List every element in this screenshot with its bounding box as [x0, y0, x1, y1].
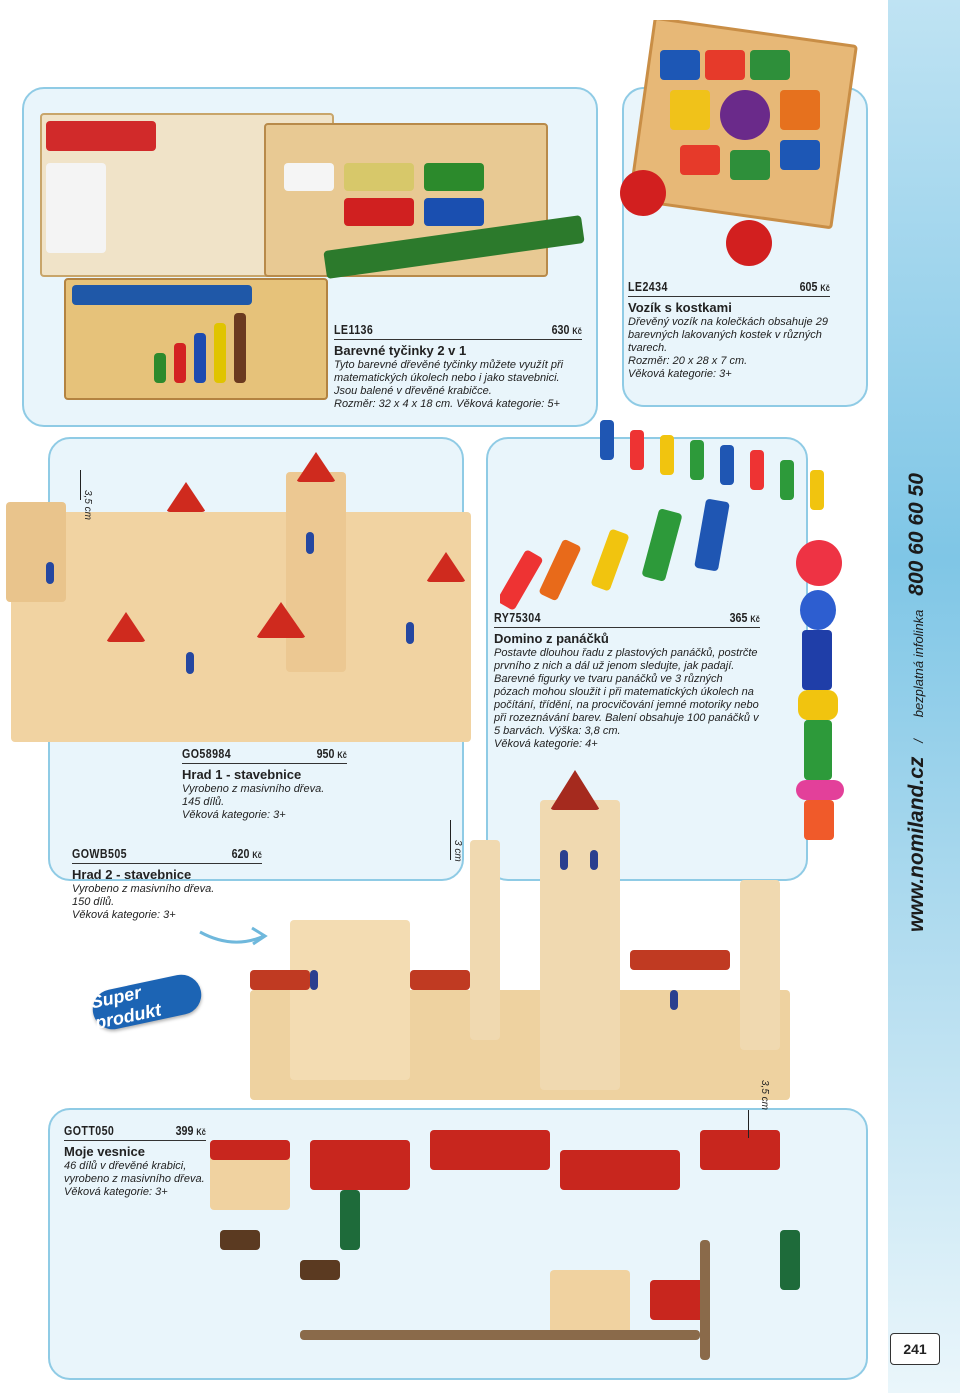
product-code: LE1136 — [334, 322, 374, 337]
product-age: Věková kategorie: 4+ — [494, 738, 598, 750]
product-title: Hrad 1 - stavebnice — [182, 767, 302, 782]
product-price: 399 Kč — [175, 1123, 206, 1138]
product-card-gowb505 — [72, 846, 262, 922]
product-age: Věková kategorie: 3+ — [628, 368, 732, 380]
dimension-line — [748, 1110, 749, 1138]
product-age: Věková kategorie: 3+ — [72, 909, 176, 921]
product-price: 950 Kč — [316, 746, 347, 761]
product-details: Rozměr: 20 x 28 x 7 cm. — [628, 355, 748, 367]
product-title: Moje vesnice — [64, 1144, 145, 1159]
hotline-label: bezplatná infolinka — [911, 609, 926, 718]
product-image-figure-stack — [792, 540, 852, 840]
product-card-ry75304 — [494, 610, 760, 751]
page-number: 241 — [890, 1333, 940, 1365]
dimension-line — [450, 820, 451, 860]
dimension-castle1: 3,5 cm — [82, 490, 93, 521]
product-code: GO58984 — [182, 746, 232, 761]
product-details: Rozměr: 32 x 4 x 18 cm. Věková kategorie: 5+ — [334, 398, 560, 410]
product-age: Věková kategorie: 3+ — [182, 809, 286, 821]
product-details: 145 dílů. — [182, 796, 225, 808]
dimension-castle2: 3 cm — [452, 840, 463, 862]
product-code: RY75304 — [494, 610, 541, 625]
product-title: Domino z panáčků — [494, 631, 609, 646]
product-card-le2434 — [628, 279, 830, 381]
product-description: Postavte dlouhou řadu z plastových panáčků, postrčte prvního z nich a dál už jenom sledujte, jak padají. Barevné figurky ve tvaru panáčků ve 3 různých pózach mohou sloužit i při matematických úkolech na počítání, třídění, na procvičování jemné motoriky nebo při rozeznávání barev. Balení obsahuje 100 panáčků v 5 barvách. Výška: 3,8 cm. — [494, 647, 759, 737]
product-price: 630 Kč — [551, 322, 582, 337]
product-price: 620 Kč — [231, 846, 262, 861]
product-card-gott050 — [64, 1123, 206, 1199]
dimension-line — [80, 470, 81, 500]
product-image-castle2 — [250, 770, 790, 1100]
phone-number: 800 60 60 50 — [905, 473, 928, 596]
product-age: Věková kategorie: 3+ — [64, 1186, 168, 1198]
product-card-le1136 — [334, 322, 582, 411]
product-title: Barevné tyčinky 2 v 1 — [334, 343, 467, 358]
product-price: 605 Kč — [799, 279, 830, 294]
product-code: GOTT050 — [64, 1123, 115, 1138]
dimension-village: 3,5 cm — [759, 1080, 770, 1111]
website-link[interactable]: www.nomiland.cz — [905, 756, 928, 932]
product-image-castle1 — [6, 452, 476, 762]
sidebar-contact — [905, 473, 929, 932]
product-description: 46 dílů v dřevěné krabici, vyrobeno z masivního dřeva. — [64, 1160, 205, 1185]
super-product-badge: Super produkt — [89, 971, 205, 1033]
product-description: Vyrobeno z masivního dřeva. — [72, 883, 215, 895]
product-image-cart — [600, 20, 880, 270]
product-details: 150 dílů. — [72, 896, 115, 908]
separator: / — [911, 739, 926, 743]
product-code: LE2434 — [628, 279, 668, 294]
product-description: Tyto barevné dřevěné tyčinky můžete využít při matematických úkolech nebo i jako stavebnici. Jsou balené v dřevěné krabičce. — [334, 359, 564, 397]
product-code: GOWB505 — [72, 846, 128, 861]
product-description: Vyrobeno z masivního dřeva. — [182, 783, 325, 795]
product-price: 365 Kč — [729, 610, 760, 625]
product-title: Hrad 2 - stavebnice — [72, 867, 192, 882]
product-title: Vozík s kostkami — [628, 300, 732, 315]
product-description: Dřevěný vozík na kolečkách obsahuje 29 barevných lakovaných kostek v různých tvarech. — [628, 316, 828, 354]
